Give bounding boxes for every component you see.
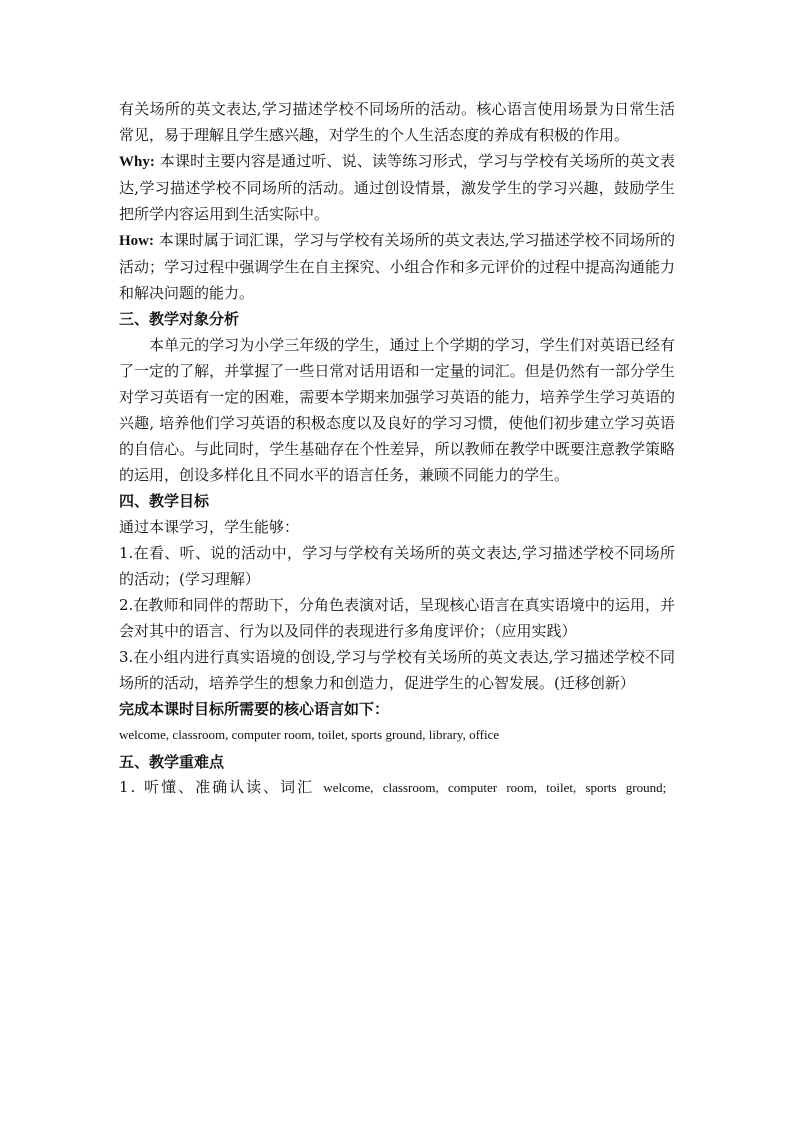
- goal-item: 1.在看、听、说的活动中，学习与学校有关场所的英文表达,学习描述学校不同场所的活动；(学习理解）: [119, 544, 675, 588]
- key-point-cn: 1. 听懂、准确认读、词汇: [119, 778, 315, 796]
- section4-intro: 通过本课学习，学生能够：: [119, 518, 300, 536]
- how-paragraph: [119, 227, 675, 306]
- section3-body: 本单元的学习为小学三年级的学生，通过上个学期的学习，学生们对英语已经有了一定的了解，并掌握了一些日常对话用语和一定量的词汇。但是仍然有一部分学生对学习英语有一定的困难，需要本学期来加强学习英语的能力，培养学生学习英语的兴趣, 培养他们学习英语的积极态度以及良好的学习习惯，使他们初步建立学习英语的自信心。与此同时，学生基础存在个性差异，所以教师在教学中既要注意教学策略的运用，创设多样化且不同水平的语言任务，兼顾不同能力的学生。: [119, 336, 675, 484]
- what-continuation: 有关场所的英文表达,学习描述学校不同场所的活动。核心语言使用场景为日常生活常见，易于理解且学生感兴趣，对学生的个人生活态度的养成有积极的作用。: [119, 100, 675, 144]
- section4-title: 四、教学目标: [119, 492, 210, 510]
- section3-title: 三、教学对象分析: [119, 310, 240, 328]
- how-label: How:: [119, 233, 154, 249]
- core-language-title: 完成本课时目标所需要的核心语言如下：: [119, 700, 390, 718]
- key-point-en: welcome, classroom, computer room, toilet, sports ground;: [314, 780, 667, 795]
- key-point-item: [119, 777, 675, 799]
- goal-item: 2.在教师和同伴的帮助下，分角色表演对话，呈现核心语言在真实语境中的运用，并会对其中的语言、行为以及同伴的表现进行多角度评价；（应用实践）: [119, 596, 675, 640]
- goal-item: 3.在小组内进行真实语境的创设,学习与学校有关场所的英文表达,学习描述学校不同场所的活动，培养学生的想象力和创造力，促进学生的心智发展。(迁移创新）: [119, 648, 675, 692]
- core-words: welcome, classroom, computer room, toilet, sports ground, library, office: [119, 727, 500, 742]
- why-label: Why:: [119, 154, 155, 170]
- why-paragraph: [119, 148, 675, 227]
- document-page: [119, 96, 675, 799]
- section5-title: 五、教学重难点: [119, 753, 225, 771]
- why-text: 本课时主要内容是通过听、说、读等练习形式，学习与学校有关场所的英文表达,学习描述学校不同场所的活动。通过创设情景，激发学生的学习兴趣，鼓励学生把所学内容运用到生活实际中。: [119, 152, 675, 223]
- how-text: 本课时属于词汇课，学习与学校有关场所的英文表达,学习描述学校不同场所的活动；学习过程中强调学生在自主探究、小组合作和多元评价的过程中提高沟通能力和解决问题的能力。: [119, 231, 675, 302]
